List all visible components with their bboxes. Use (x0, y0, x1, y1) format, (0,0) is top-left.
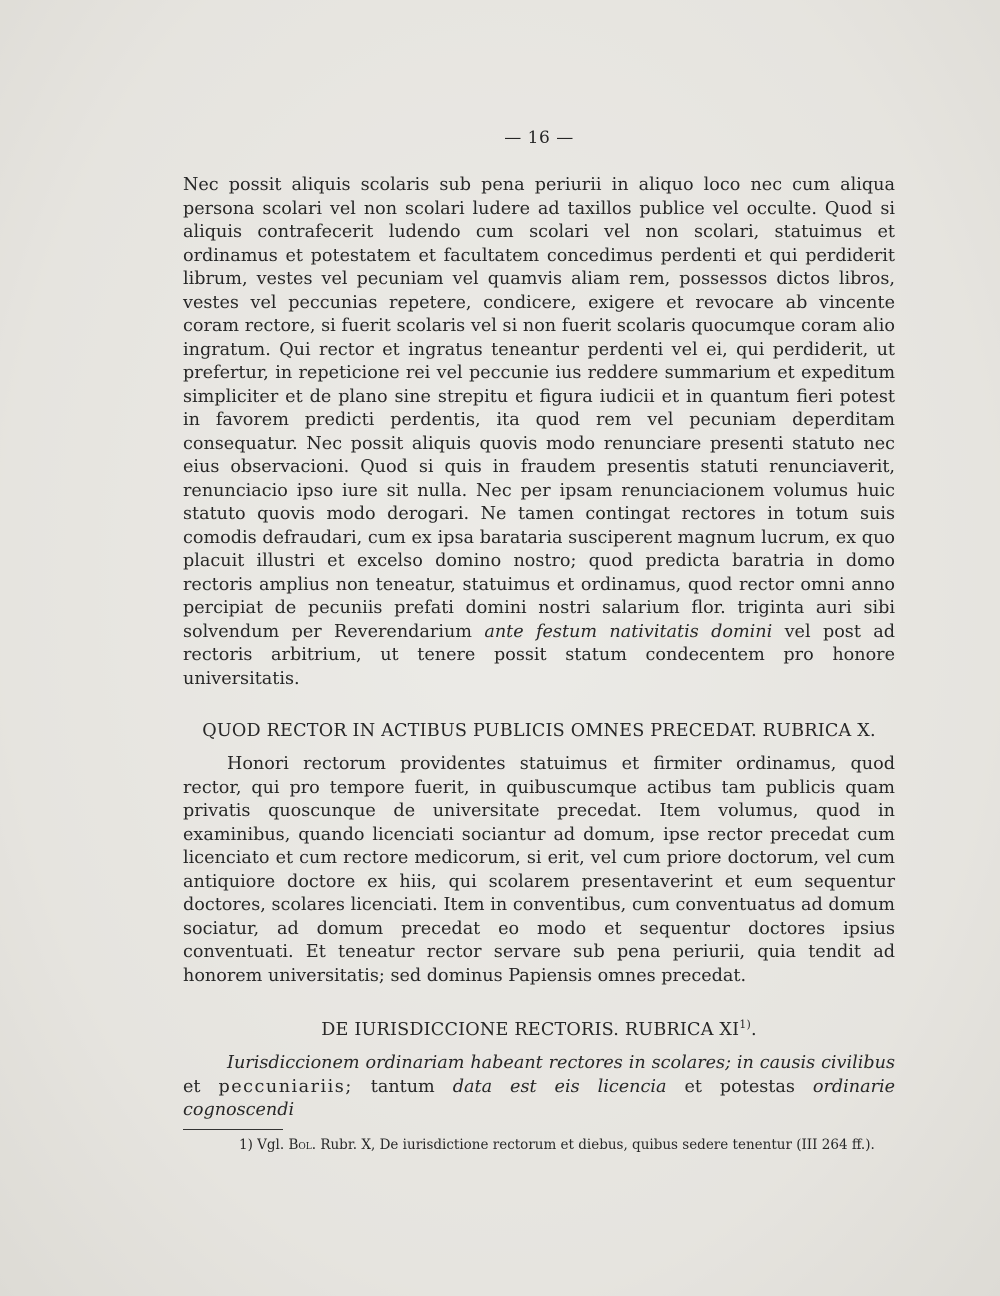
italic-phrase-f: ordinarie cognoscendi (183, 1076, 896, 1120)
paragraph-statute-gambling (183, 174, 895, 691)
footnote-abbrev: Bol. (288, 1136, 317, 1153)
footnote (183, 1136, 895, 1154)
text-c: tantum (370, 1076, 435, 1097)
italic-phrase-a: Iurisdiccionem ordinariam habeant rectores in scolares; in causis civilibus (227, 1053, 895, 1073)
text-b: et (183, 1076, 201, 1097)
spaced-word: peccuniariis; (218, 1076, 353, 1097)
heading-text: DE IURISDICCIONE RECTORIS. RUBRICA XI (321, 1020, 740, 1040)
page-number: — 16 — (504, 128, 574, 148)
paragraph-text-end: vel post ad rectoris arbitrium, ut tenere possit statum condecentem pro honore universitatis. (183, 621, 896, 689)
footnote-text-a: Vgl. (257, 1136, 285, 1153)
section-heading-rubrica-x: QUOD RECTOR IN ACTIBUS PUBLICIS OMNES PRECEDAT. RUBRICA X. (202, 721, 876, 741)
text-e: et potestas (684, 1076, 795, 1097)
footnote-reference: 1) (739, 1018, 751, 1032)
footnote-divider (183, 1129, 283, 1130)
paragraph-italic-phrase: ante festum nativitatis domini (484, 621, 773, 642)
paragraph-text: Nec possit aliquis scolaris sub pena periurii in aliquo loco nec cum aliqua persona scolari vel non scolari ludere ad taxillos publice vel occulte. Quod si aliquis contrafecerit ludendo cum scolari vel non scolari, statuimus et ordinamus et potestatem et facultatem concedimus perdenti et qui perdiderit librum, vestes vel pecuniam vel quamvis aliam rem, possessos dictos libros, vestes vel peccunias repetere, condicere, exigere et revocare ab vincente coram rectore, si fuerit scolaris vel si non fuerit scolaris quocumque coram alio ingratum. Qui rector et ingratus teneantur perdenti vel ei, qui perdiderit, ut prefertur, in repeticione rei vel peccunie ius reddere summarium et expeditum simpliciter et de plano sine strepitu et figura iudicii et in quantum fieri potest in favorem predicti perdentis, ita quod rem vel pecuniam deperditam consequatur. Nec possit aliquis quovis modo renunciare presenti statuto nec eius observacioni. Quod si quis in fraudem presentis statuti renunciaverit, renunciacio ipso iure sit nulla. Nec per ipsam renunciacionem volumus huic statuto quovis modo derogari. Ne tamen contingat rectores in totum suis comodis defraudari, cum ex ipsa barataria susciperent magnum lucrum, ex quo placuit illustri et excelso domino nostro; quod predicta baratria in domo rectoris amplius non teneatur, statuimus et ordinamus, quod rector omni anno percipiat de pecuniis prefati domini nostri salarium flor. triginta auri sibi solvendum per Reverendarium (183, 175, 895, 642)
document-body (183, 128, 895, 1154)
italic-phrase-d: data est eis licencia (452, 1076, 667, 1097)
footnote-mark: 1) (239, 1136, 253, 1153)
paragraph-rector-precedence: Honori rectorum providentes statuimus et firmiter ordinamus, quod rector, qui pro tempore fuerit, in quibuscumque actibus tam publicis quam privatis quoscunque de universitate precedat. Item volumus, quod in examinibus, quando licenciati sociantur ad domum, ipse rector precedat cum licenciato et cum rectore medicorum, si erit, vel cum priore doctorum, vel cum antiquiore doctore ex hiis, qui scolarem presentaverint et eum sequentur doctores, scolares licenciati. Item in conventibus, cum conventuatus ad domum sociatur, ad domum precedat eo modo et sequentur doctores ipsius conventuati. Et teneatur rector servare sub pena periurii, quia tendit ad honorem universitatis; sed dominus Papiensis omnes precedat. (183, 754, 895, 986)
paragraph-jurisdiction (183, 1052, 895, 1123)
footnote-text-b: Rubr. X, De iurisdictione rectorum et diebus, quibus sedere tenentur (III 264 ff.). (320, 1136, 875, 1153)
section-heading-rubrica-xi: DE IURISDICCIONE RECTORIS. RUBRICA XI$^{1)}$. (321, 1018, 757, 1040)
